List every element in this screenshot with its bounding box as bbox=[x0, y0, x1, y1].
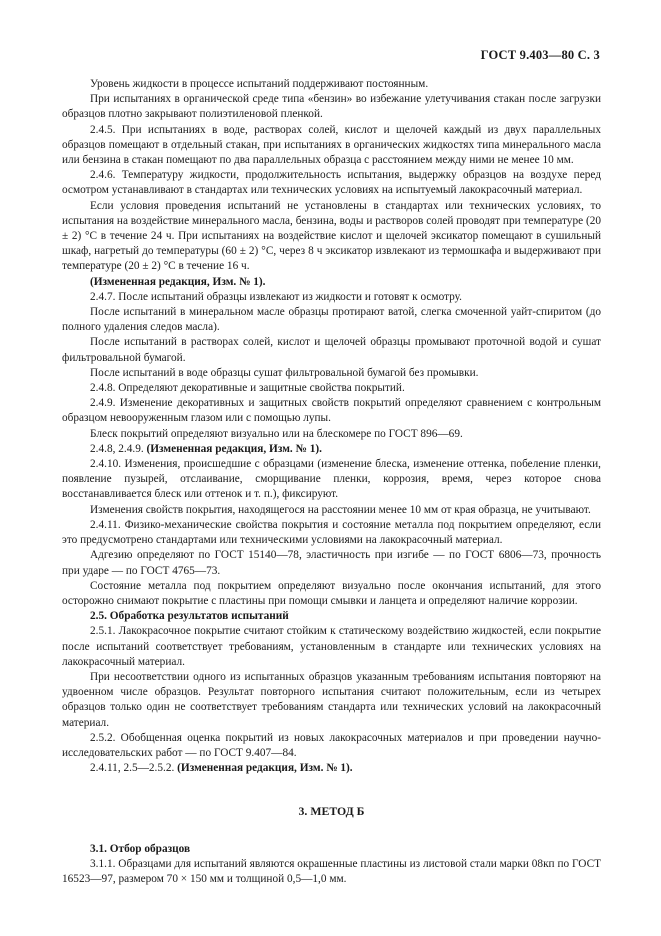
paragraph: После испытаний в воде образцы сушат фильтровальной бумагой без промывки. bbox=[90, 366, 479, 379]
paragraph: 3.1.1. Образцами для испытаний являются окрашенные пластины из листовой стали марки 08кп по ГОСТ 16523—97, размером 70 × 150 мм и толщиной 0,5—1,0 мм. bbox=[62, 857, 601, 885]
paragraph: 2.5.2. Обобщенная оценка покрытий из новых лакокрасочных материалов и при проведении научно-исследовательских работ — по ГОСТ 9.407—84. bbox=[62, 731, 601, 759]
paragraph: 2.4.7. После испытаний образцы извлекают из жидкости и готовят к осмотру. bbox=[90, 290, 462, 303]
subsection-heading: 2.5. Обработка результатов испытаний bbox=[90, 610, 289, 623]
amendment-note: (Измененная редакция, Изм. № 1). bbox=[146, 442, 322, 455]
section-title: 3. МЕТОД Б bbox=[298, 804, 365, 819]
document-body bbox=[62, 77, 601, 887]
paragraph: При несоответствии одного из испытанных образцов указанным требованиям испытания повторяют на удвоенном числе образцов. Результат повторного испытания считают положительным, если из четырех образцов только один не соответствует требованиям стандарта или технических условий на лакокрасочный материал. bbox=[62, 670, 601, 729]
paragraph: Если условия проведения испытаний не установлены в стандартах или технических условиях, то испытания на воздействие минерального масла, бензина, воды и растворов солей проводят при температуре (20 ± 2) °С в течение 24 ч. При испытаниях на воздействие кислот и щелочей эксикатор помещают в сушильный шкаф, нагретый до температуры (60 ± 2) °С, через 8 ч эксикатор извлекают из термошкафа и выдерживают при температуре (20 ± 2) °С в течение 16 ч. bbox=[62, 199, 601, 273]
clause-reference: 2.4.11, 2.5—2.5.2. bbox=[90, 762, 178, 775]
paragraph: 2.4.10. Изменения, происшедшие с образцами (изменение блеска, изменение оттенка, побеление пленки, появление пузырей, отслаивание, сморщивание пленки, коррозия, время, через которое снова восстанавливается блеск или оттенок и т. п.), фиксируют. bbox=[62, 458, 601, 501]
paragraph: 2.4.11. Физико-механические свойства покрытия и состояние металла под покрытием определяют, если это предусмотрено стандартами или техническими условиями на лакокрасочный материал. bbox=[62, 518, 601, 547]
amendment-note: (Измененная редакция, Изм. № 1). bbox=[177, 762, 353, 775]
paragraph: Изменения свойств покрытия, находящегося на расстоянии менее 10 мм от края образца, не учитывают. bbox=[90, 503, 591, 516]
paragraph: Уровень жидкости в процессе испытаний поддерживают постоянным. bbox=[90, 78, 429, 90]
amendment-paragraph bbox=[62, 442, 601, 457]
paragraph: При испытаниях в органической среде типа «бензин» во избежание улетучивания стакан после загрузки образцов плотно закрывают полиэтиленовой пленкой. bbox=[62, 93, 601, 121]
paragraph: 2.5.1. Лакокрасочное покрытие считают стойким к статическому воздействию жидкостей, если покрытие после испытаний соответствует требованиям, установленным в стандарте или технических условиях на лакокрасочный материал. bbox=[62, 625, 601, 668]
paragraph: Блеск покрытий определяют визуально или на блескомере по ГОСТ 896—69. bbox=[90, 427, 463, 440]
paragraph: После испытаний в минеральном масле образцы протирают ватой, слегка смоченной уайт-спиритом (до полного удаления следов масла). bbox=[62, 306, 601, 334]
page-header: ГОСТ 9.403—80 С. 3 bbox=[480, 48, 600, 62]
paragraph: Адгезию определяют по ГОСТ 15140—78, эластичность при изгибе — по ГОСТ 6806—73, прочность при ударе — по ГОСТ 4765—73. bbox=[62, 549, 601, 577]
paragraph: Состояние металла под покрытием определяют визуально после окончания испытаний, для этого осторожно снимают покрытие с пластины при помощи смывки и ланцета и определяют наличие коррозии. bbox=[62, 579, 601, 607]
amendment-note: (Измененная редакция, Изм. № 1). bbox=[90, 275, 266, 288]
clause-reference: 2.4.8, 2.4.9. bbox=[90, 442, 147, 455]
subsection-heading: 3.1. Отбор образцов bbox=[90, 842, 191, 855]
paragraph: 2.4.9. Изменение декоративных и защитных свойств покрытий определяют сравнением с контрольным образцом невооруженным глазом или с помощью лупы. bbox=[62, 397, 601, 425]
paragraph: После испытаний в растворах солей, кислот и щелочей образцы промывают проточной водой и сушат фильтровальной бумагой. bbox=[62, 336, 601, 364]
paragraph: 2.4.8. Определяют декоративные и защитные свойства покрытий. bbox=[90, 382, 405, 395]
paragraph: 2.4.5. При испытаниях в воде, растворах солей, кислот и щелочей каждый из двух параллельных образцов помещают в отдельный стакан, при испытаниях в органических жидкостях типа минерального масла или бензина в стакан помещают по два параллельных образца с расстоянием между ними не менее 10 мм. bbox=[62, 123, 601, 167]
amendment-paragraph bbox=[62, 761, 601, 776]
paragraph: 2.4.6. Температуру жидкости, продолжительность испытания, выдержку образцов на воздухе перед осмотром устанавливают в стандартах или технических условиях на испытуемый лакокрасочный материал. bbox=[62, 169, 601, 197]
